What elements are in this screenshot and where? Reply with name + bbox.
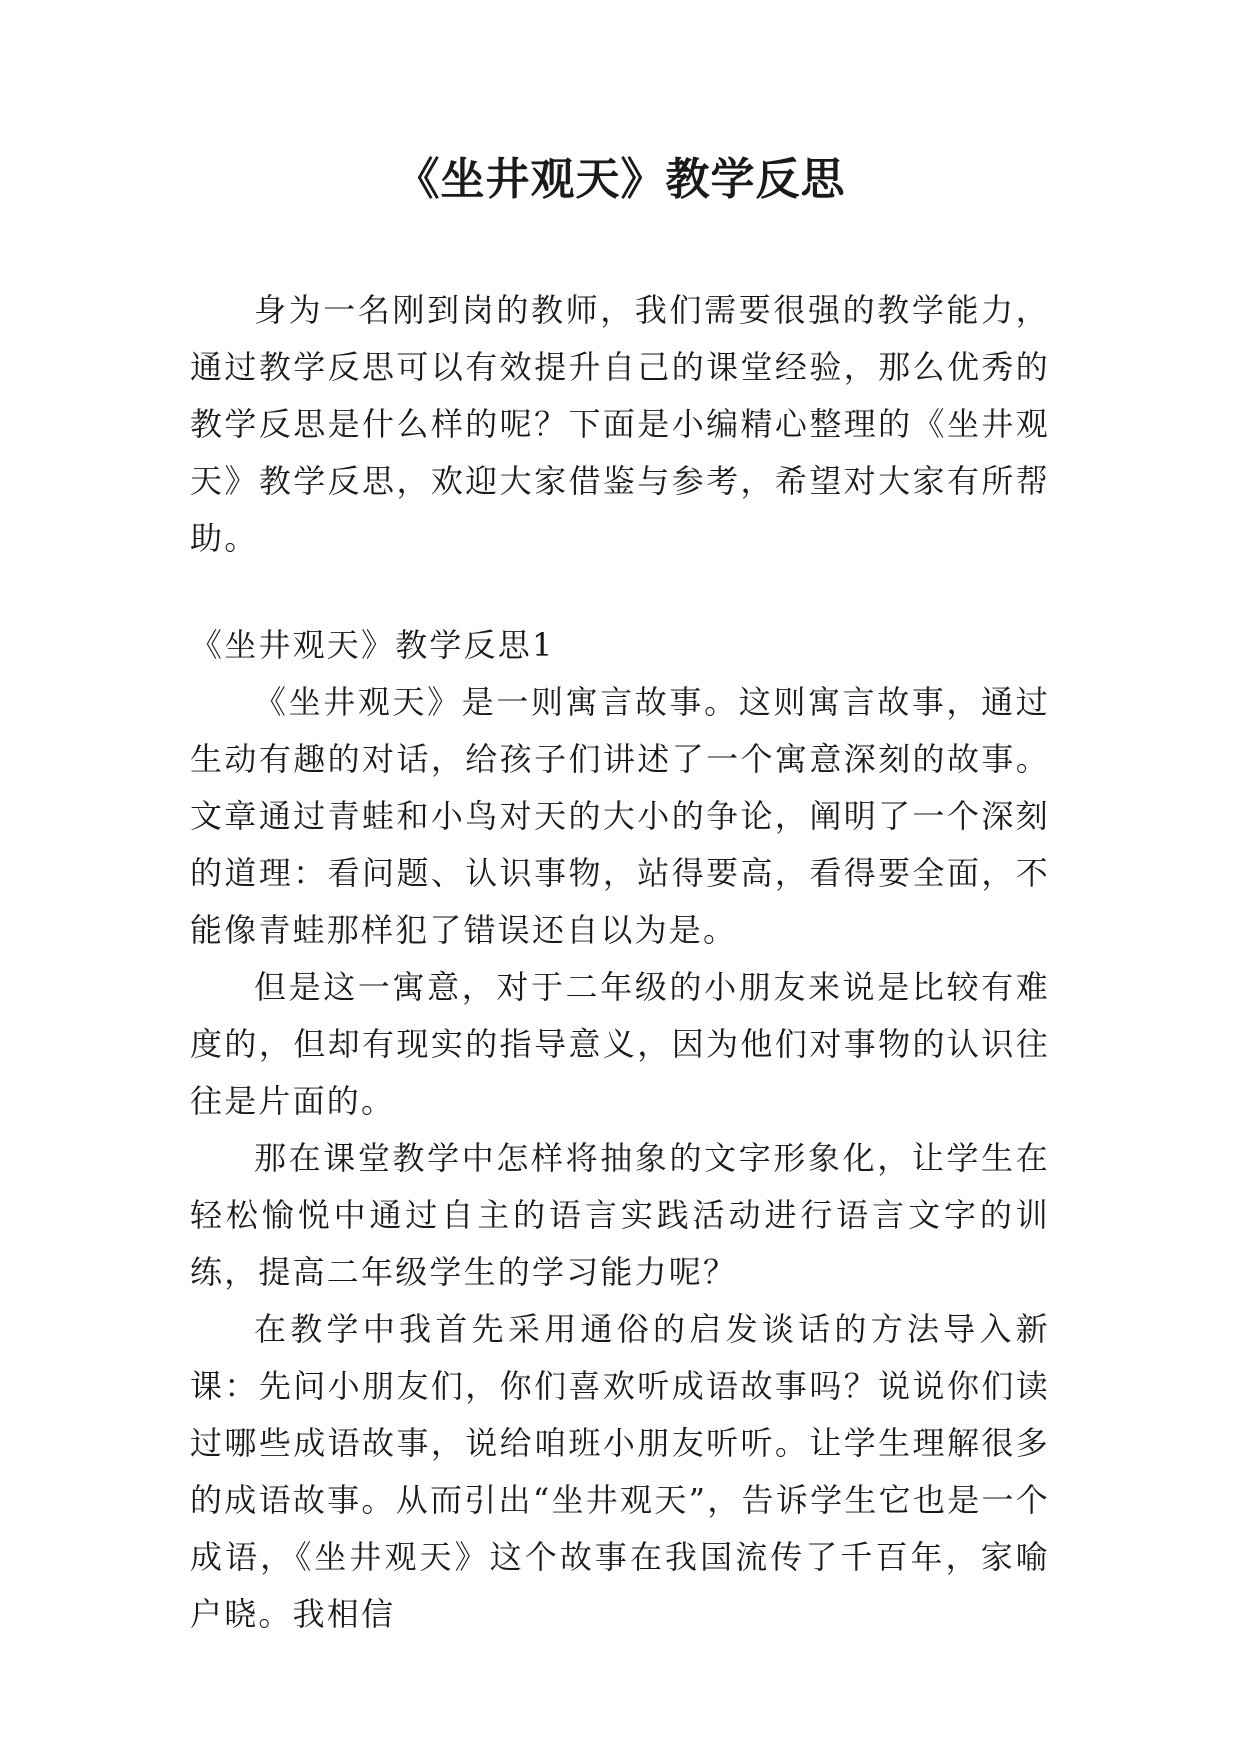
body-paragraph-3: 那在课堂教学中怎样将抽象的文字形象化，让学生在轻松愉悦中通过自主的语言实践活动进行语言文字的训练，提高二年级学生的学习能力呢？	[190, 1139, 1050, 1291]
body-paragraph-2: 但是这一寓意，对于二年级的小朋友来说是比较有难度的，但却有现实的指导意义，因为他们对事物的认识往往是片面的。	[190, 968, 1050, 1120]
document-body	[190, 282, 1050, 1643]
section-heading: 《坐井观天》教学反思1	[190, 626, 555, 664]
body-paragraph-1: 《坐井观天》是一则寓言故事。这则寓言故事，通过生动有趣的对话，给孩子们讲述了一个寓意深刻的故事。文章通过青蛙和小鸟对天的大小的争论，阐明了一个深刻的道理：看问题、认识事物，站得要高，看得要全面，不能像青蛙那样犯了错误还自以为是。	[190, 683, 1050, 949]
intro-paragraph: 身为一名刚到岗的教师，我们需要很强的教学能力，通过教学反思可以有效提升自己的课堂经验，那么优秀的教学反思是什么样的呢？下面是小编精心整理的《坐井观天》教学反思，欢迎大家借鉴与参考，希望对大家有所帮助。	[190, 291, 1050, 557]
document-title: 《坐井观天》教学反思	[395, 154, 846, 205]
body-paragraph-4: 在教学中我首先采用通俗的启发谈话的方法导入新课：先问小朋友们，你们喜欢听成语故事吗？说说你们读过哪些成语故事，说给咱班小朋友听听。让学生理解很多的成语故事。从而引出“坐井观天”，告诉学生它也是一个成语，《坐井观天》这个故事在我国流传了千百年，家喻户晓。我相信	[190, 1310, 1050, 1633]
